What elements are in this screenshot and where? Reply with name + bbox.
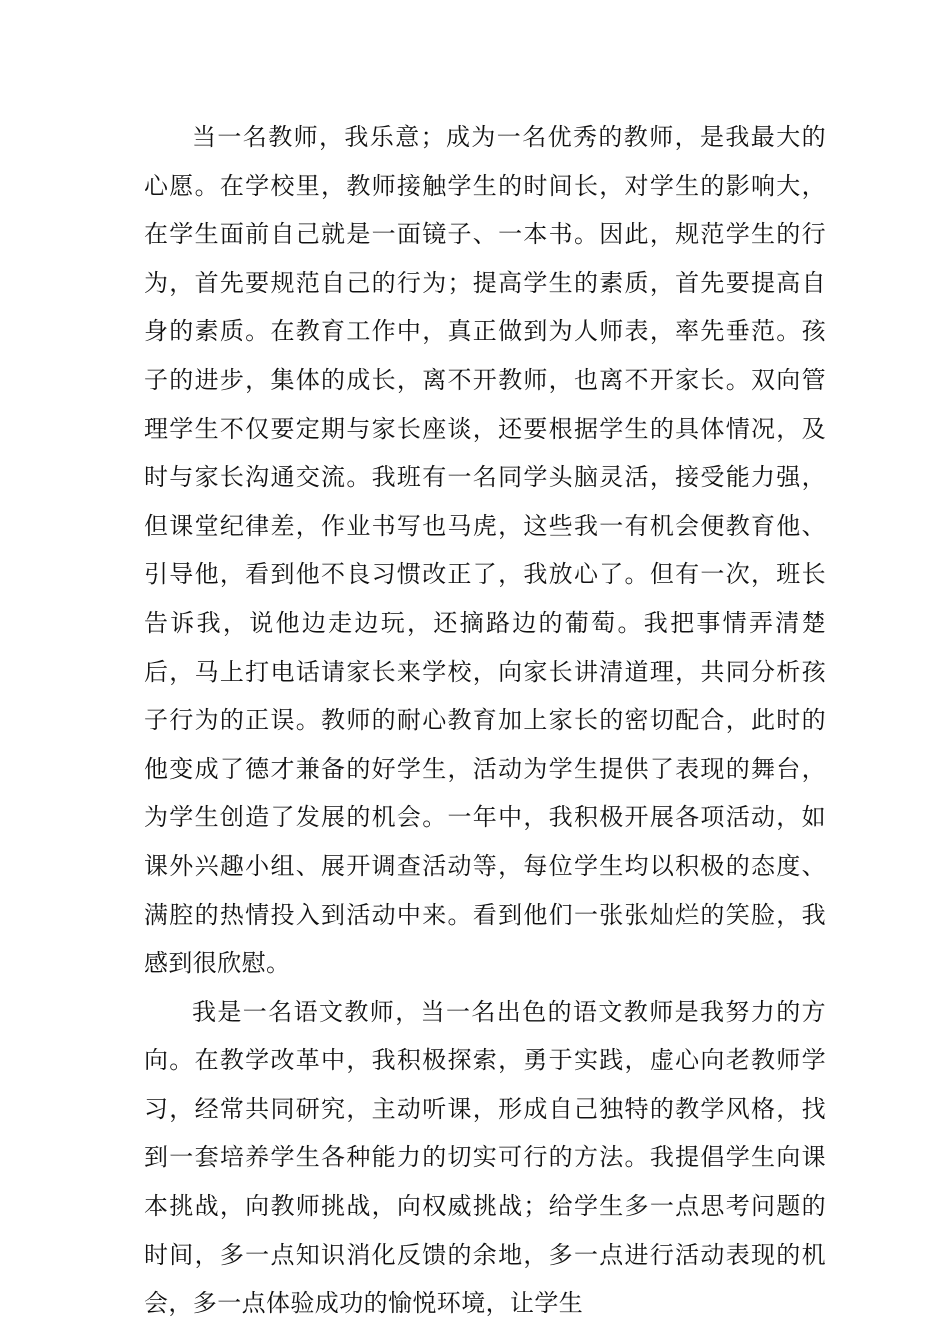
paragraph-1: 当一名教师，我乐意；成为一名优秀的教师，是我最大的心愿。在学校里，教师接触学生的时间长，对学生的影响大，在学生面前自己就是一面镜子、一本书。因此，规范学生的行为，首先要规范自己的行为；提高学生的素质，首先要提高自身的素质。在教育工作中，真正做到为人师表，率先垂范。孩子的进步，集体的成长，离不开教师，也离不开家长。双向管理学生不仅要定期与家长座谈，还要根据学生的具体情况，及时与家长沟通交流。我班有一名同学头脑灵活，接受能力强，但课堂纪律差，作业书写也马虎，这些我一有机会便教育他、引导他，看到他不良习惯改正了，我放心了。但有一次，班长告诉我，说他边走边玩，还摘路边的葡萄。我把事情弄清楚后，马上打电话请家长来学校，向家长讲清道理，共同分析孩子行为的正误。教师的耐心教育加上家长的密切配合，此时的他变成了德才兼备的好学生，活动为学生提供了表现的舞台，为学生创造了发展的机会。一年中，我积极开展各项活动，如课外兴趣小组、展开调查活动等，每位学生均以积极的态度、满腔的热情投入到活动中来。看到他们一张张灿烂的笑脸，我感到很欣慰。	[144, 123, 826, 978]
paragraph-2: 我是一名语文教师，当一名出色的语文教师是我努力的方向。在教学改革中，我积极探索，勇于实践，虚心向老教师学习，经常共同研究，主动听课，形成自己独特的教学风格，找到一套培养学生各种能力的切实可行的方法。我提倡学生向课本挑战，向教师挑战，向权威挑战；给学生多一点思考问题的时间，多一点知识消化反馈的余地，多一点进行活动表现的机会，多一点体验成功的愉悦环境，让学生	[144, 997, 826, 1318]
document-body	[144, 113, 826, 1328]
